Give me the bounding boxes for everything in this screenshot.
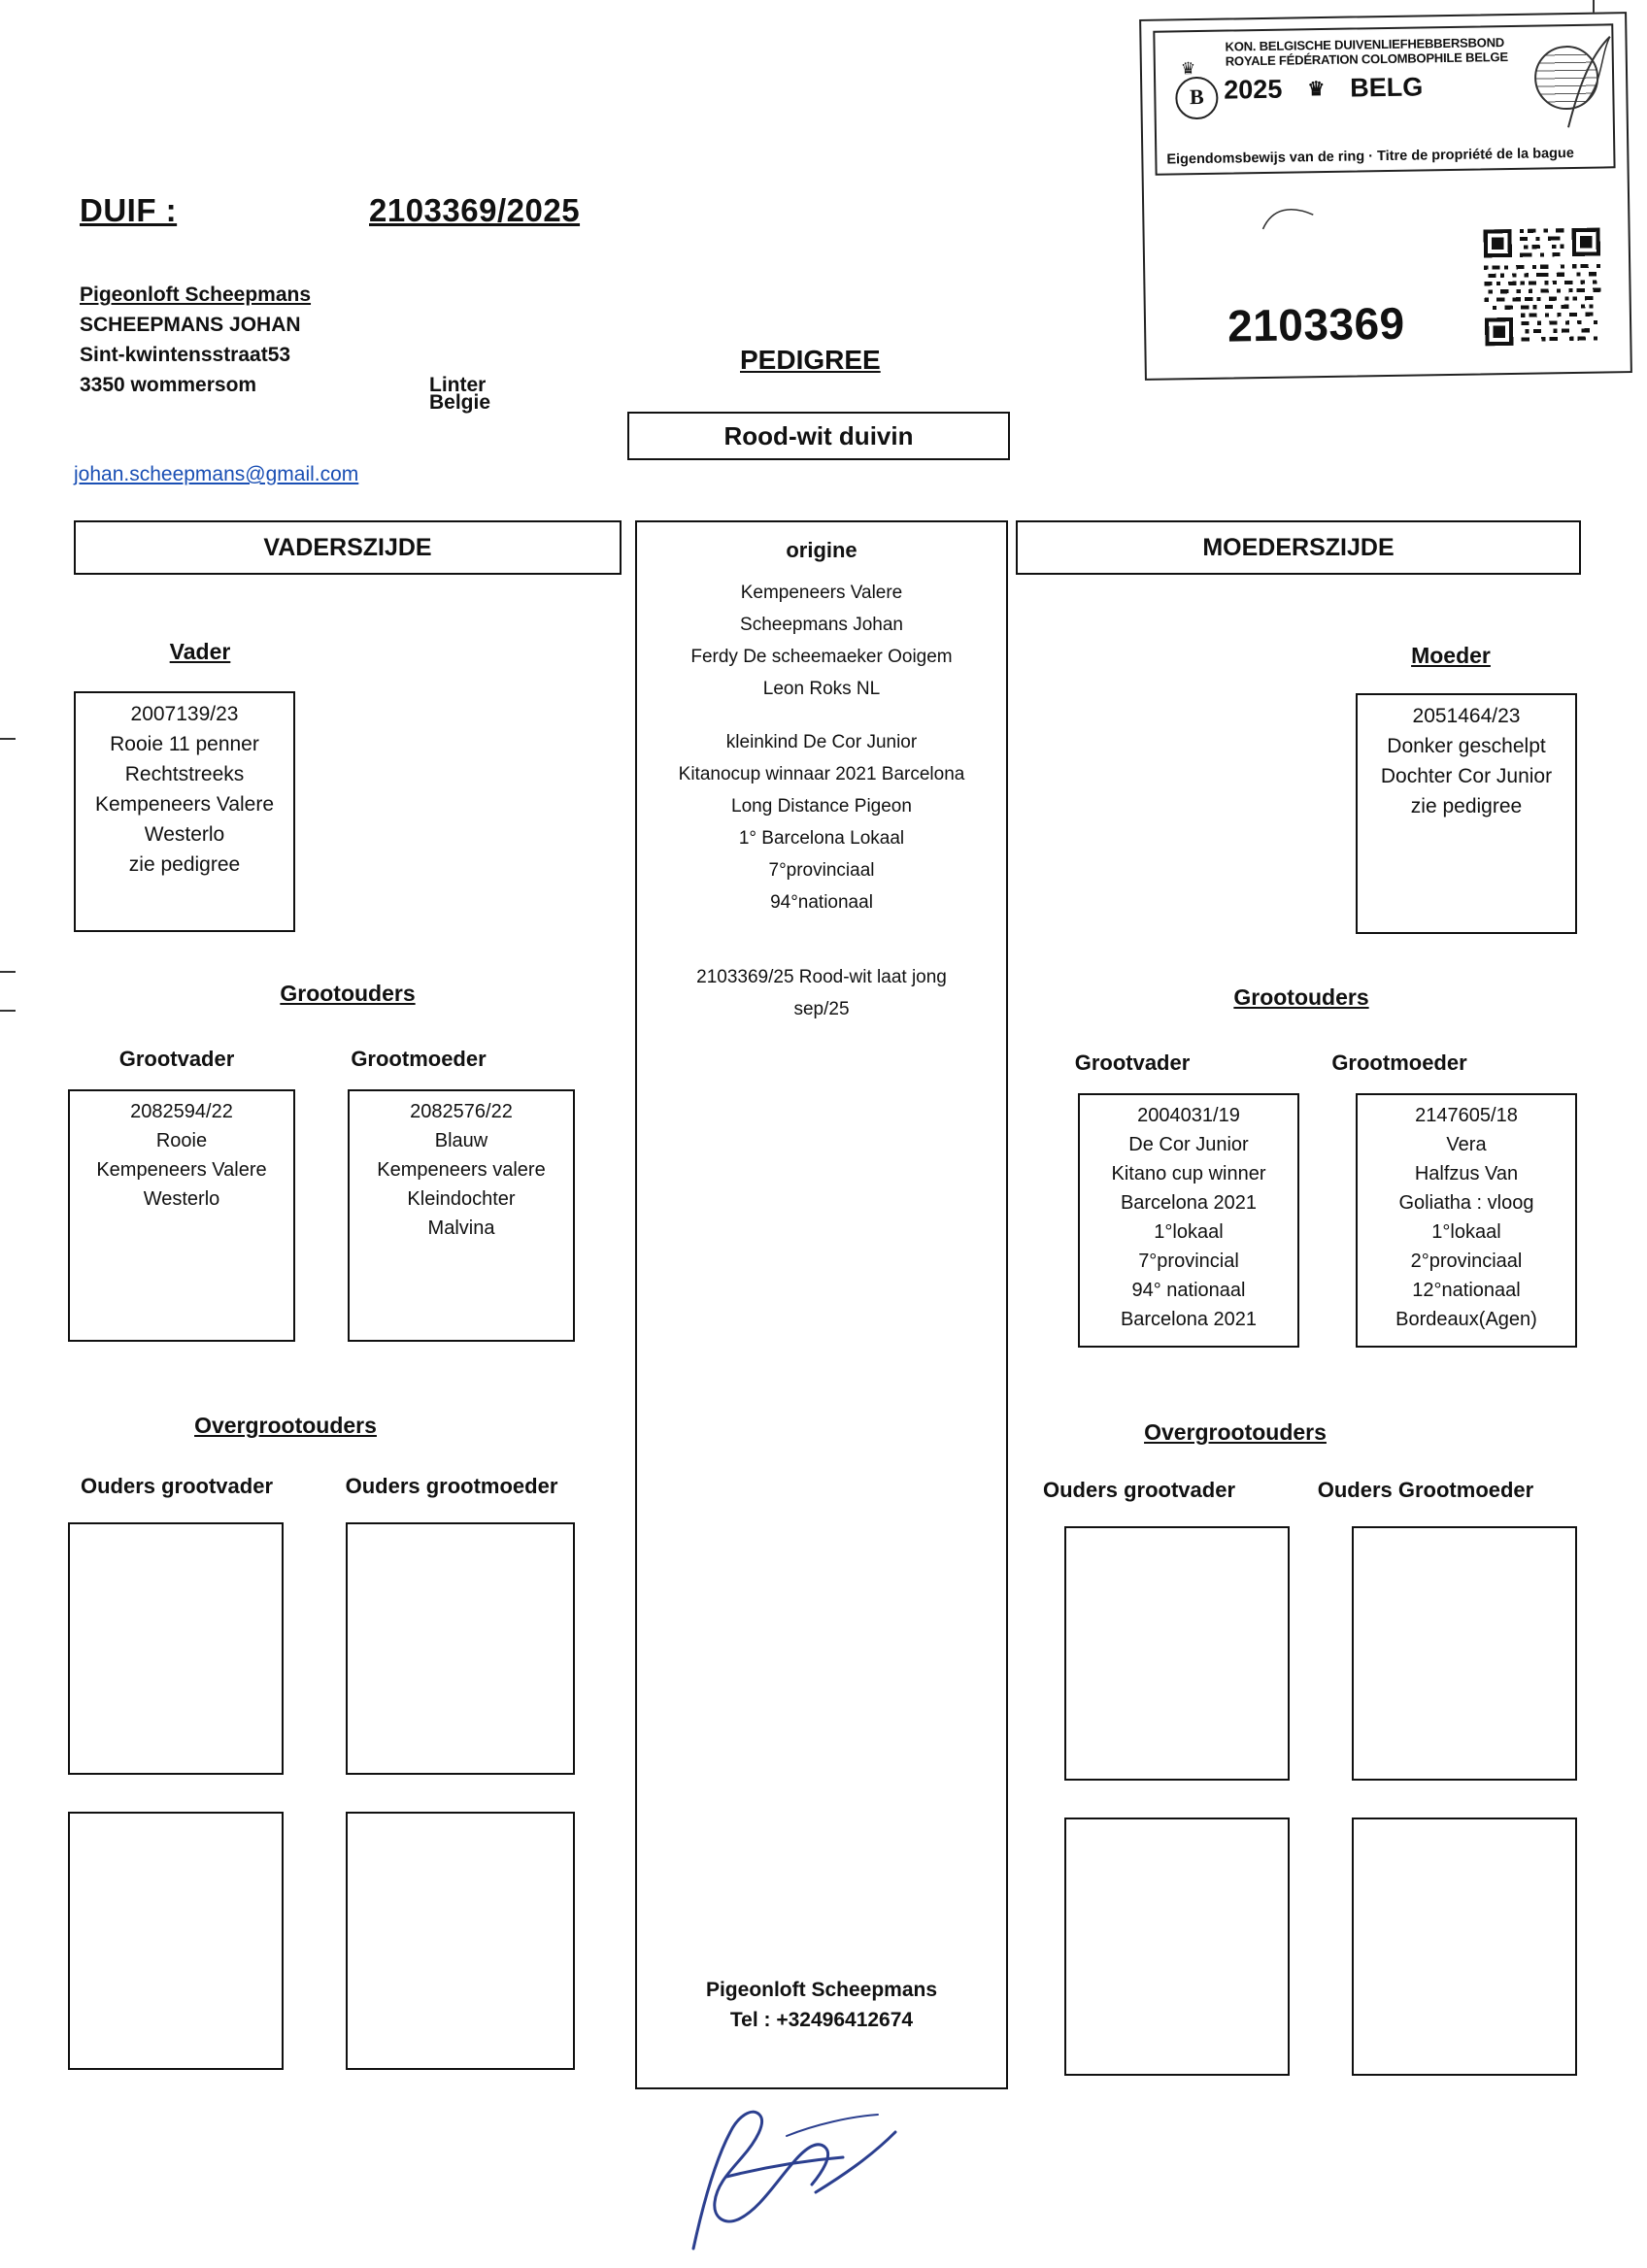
crown-icon: ♛ [1180, 59, 1196, 79]
vader-location: Westerlo [144, 823, 225, 846]
mother-side-header [1016, 520, 1581, 575]
father-greatgrandparents-caption: Overgrootouders [194, 1413, 377, 1438]
ring-year: 2025 [1224, 74, 1283, 105]
moeder-color: Donker geschelpt [1387, 735, 1546, 757]
ring-number: 2082594/22 [130, 1101, 233, 1122]
owner-country: Belgie [429, 391, 491, 414]
moeder-box [1356, 693, 1577, 934]
ring-number: 2147605/18 [1415, 1105, 1518, 1126]
origin-achievement: 7°provinciaal [768, 860, 875, 881]
origin-achievement: kleinkind De Cor Junior [725, 732, 918, 752]
breeder: Kempeneers valere [377, 1159, 546, 1181]
color-description-box [627, 412, 1010, 460]
page-title: PEDIGREE [740, 345, 881, 375]
mother-grandmother-caption: Grootmoeder [1331, 1051, 1467, 1075]
mother-grandfather-caption: Grootvader [1074, 1051, 1191, 1075]
location: Westerlo [143, 1188, 220, 1210]
empty-pedigree-box[interactable] [68, 1522, 284, 1775]
margin-tick [0, 971, 16, 973]
origin-achievement: Kitanocup winnaar 2021 Barcelona [678, 764, 965, 784]
ring-number: 2004031/19 [1137, 1105, 1240, 1126]
result: 1°lokaal [1154, 1221, 1224, 1243]
result: 1°lokaal [1431, 1221, 1501, 1243]
mother-ouders-grootvader-caption: Ouders grootvader [1042, 1478, 1236, 1502]
margin-tick [0, 738, 16, 740]
origin-breeders [637, 577, 1006, 1025]
empty-pedigree-box[interactable] [1064, 1526, 1290, 1781]
origin-achievement: 1° Barcelona Lokaal [738, 828, 905, 849]
race: Bordeaux(Agen) [1395, 1309, 1537, 1330]
origin-achievement: 94°nationaal [770, 892, 873, 913]
origin-column [635, 520, 1008, 2089]
owner-street: Sint-kwintensstraat53 [80, 344, 291, 366]
owner-loft: Pigeonloft Scheepmans [80, 284, 312, 306]
owner-email-link[interactable]: johan.scheepmans@gmail.com [74, 463, 359, 485]
mother-grandfather-box [1078, 1093, 1299, 1348]
result: 12°nationaal [1412, 1280, 1521, 1301]
owner-city: 3350 wommersom [80, 374, 257, 396]
race: Barcelona 2021 [1120, 1309, 1258, 1330]
origin-bird-line: 2103369/25 Rood-wit laat jong [696, 967, 947, 987]
vader-note: zie pedigree [128, 853, 241, 876]
empty-pedigree-box[interactable] [1352, 1526, 1577, 1781]
federation-name-nl: KON. BELGISCHE DUIVENLIEFHEBBERSBOND [1225, 35, 1505, 54]
moeder-note: zie pedigree [1410, 795, 1523, 817]
origin-breeder: Kempeneers Valere [740, 583, 903, 603]
relation: Halfzus Van [1414, 1163, 1519, 1184]
origin-breeder: Scheepmans Johan [740, 615, 903, 635]
origin-title: origine [786, 538, 857, 562]
moeder-relation: Dochter Cor Junior [1380, 765, 1553, 787]
mother-grandparents-caption: Grootouders [1233, 984, 1369, 1010]
father-side-label: VADERSZIJDE [263, 533, 432, 561]
name: Vera [1446, 1134, 1487, 1155]
result: 2°provinciaal [1410, 1251, 1523, 1272]
footer-loft: Pigeonloft Scheepmans [705, 1979, 938, 2001]
ring-year-row [1224, 72, 1423, 105]
origin-achievement: Long Distance Pigeon [731, 796, 912, 817]
achievement: Barcelona 2021 [1120, 1192, 1258, 1214]
mother-ouders-grootmoeder-caption: Ouders Grootmoeder [1317, 1478, 1534, 1502]
vader-box [74, 691, 295, 932]
federation-name-fr: ROYALE FÉDÉRATION COLOMBOPHILE BELGE [1225, 50, 1508, 69]
b-emblem-icon: B [1175, 77, 1219, 120]
ring-certificate-inner-frame [1153, 23, 1615, 175]
color-description: Rood-wit duivin [723, 420, 914, 450]
result: 94° nationaal [1131, 1280, 1246, 1301]
duif-number: 2103369/2025 [369, 192, 581, 228]
empty-pedigree-box[interactable] [346, 1812, 575, 2070]
empty-pedigree-box[interactable] [1064, 1818, 1290, 2076]
father-ouders-grootmoeder-caption: Ouders grootmoeder [345, 1474, 558, 1498]
origin-bird-date: sep/25 [793, 999, 850, 1019]
father-grandmother-box [348, 1089, 575, 1342]
vader-detail: Rooie 11 penner [110, 733, 259, 755]
mother-greatgrandparents-caption: Overgrootouders [1144, 1419, 1327, 1445]
vader-detail: Rechtstreeks [124, 763, 245, 785]
father-grandfather-box [68, 1089, 295, 1342]
vader-ring: 2007139/23 [130, 703, 239, 725]
ring-country-code: BELG [1350, 72, 1424, 103]
father-grandfather-caption: Grootvader [118, 1047, 235, 1071]
color: Blauw [434, 1130, 488, 1151]
origin-breeder: Leon Roks NL [762, 679, 881, 699]
mother-grandmother-box [1356, 1093, 1577, 1348]
owner-name: SCHEEPMANS JOHAN [80, 314, 301, 336]
color: Rooie [155, 1130, 208, 1151]
vader-breeder: Kempeneers Valere [94, 793, 275, 816]
footer-block [637, 1975, 1006, 2035]
moeder-caption: Moeder [1411, 643, 1491, 668]
owner-municipality: Linter [429, 374, 487, 396]
ring-number: 2103369 [1227, 297, 1406, 351]
origin-breeder: Ferdy De scheemaeker Ooigem [690, 647, 953, 667]
achievement: Kitano cup winner [1111, 1163, 1266, 1184]
mother-side-label: MOEDERSZIJDE [1202, 533, 1395, 561]
crown-separator-icon: ♛ [1307, 78, 1326, 101]
relation: Kleindochter [407, 1188, 516, 1210]
empty-pedigree-box[interactable] [68, 1812, 284, 2070]
father-side-header [74, 520, 622, 575]
duif-label: DUIF : [80, 192, 178, 228]
name: De Cor Junior [1128, 1134, 1249, 1155]
ring-certificate [1139, 12, 1632, 381]
owner-block [80, 280, 497, 400]
result: 7°provincial [1138, 1251, 1239, 1272]
federation-name [1225, 35, 1508, 69]
signature [670, 2068, 942, 2252]
ownership-text: Eigendomsbewijs van de ring · Titre de propriété de la bague [1166, 145, 1574, 168]
father-ouders-grootvader-caption: Ouders grootvader [80, 1474, 274, 1498]
margin-tick [0, 1010, 16, 1012]
federation-logo-icon [1169, 59, 1225, 122]
breeder: Kempeneers Valere [96, 1159, 267, 1181]
relation-detail: Goliatha : vloog [1398, 1192, 1534, 1214]
moeder-ring: 2051464/23 [1412, 705, 1521, 727]
qr-code-icon [1483, 228, 1603, 347]
pen-scribble [1260, 203, 1319, 233]
ring-number: 2082576/22 [410, 1101, 513, 1122]
father-grandmother-caption: Grootmoeder [351, 1047, 487, 1071]
empty-pedigree-box[interactable] [346, 1522, 575, 1775]
father-grandparents-caption: Grootouders [280, 981, 416, 1006]
relation-name: Malvina [427, 1217, 495, 1239]
empty-pedigree-box[interactable] [1352, 1818, 1577, 2076]
vader-caption: Vader [169, 639, 231, 664]
footer-phone: Tel : +32496412674 [729, 2009, 914, 2031]
